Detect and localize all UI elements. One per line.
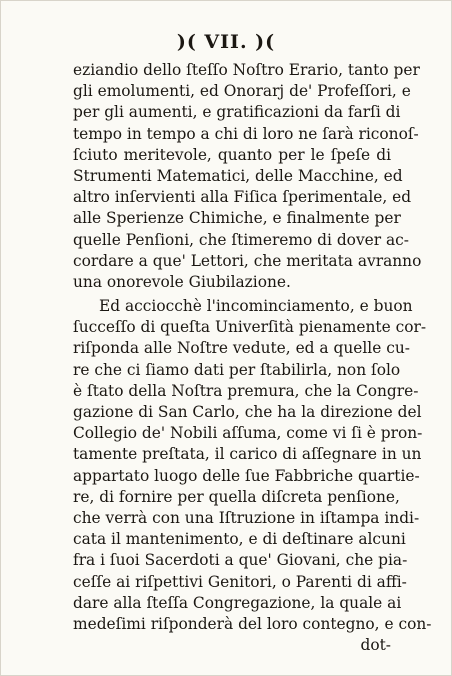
page-header: )( VII. )( <box>176 31 276 53</box>
text-line: eziandio dello ſteſſo Noſtro Erario, tanto per <box>73 61 420 79</box>
text-line: ſciuto meritevole, quanto per le ſpeſe di <box>73 145 391 164</box>
text-line: ceſſe ai riſpettivi Genitori, o Parenti di affi- <box>73 572 407 591</box>
body-text <box>73 60 432 656</box>
paragraph-2 <box>73 296 432 635</box>
text-line: ſucceſſo di queſta Univerſità pienamente cor- <box>73 318 427 337</box>
text-line: Ed acciocchè l'incominciamento, e buon <box>99 297 413 316</box>
text-line: cordare a que' Lettori, che meritata avranno <box>73 251 422 270</box>
text-line: dare alla ſteſſa Congregazione, la quale ai <box>73 593 402 612</box>
text-line: quelle Penſioni, che ſtimeremo di dover ac- <box>73 230 409 249</box>
text-line: re, di fornire per quella diſcreta penſione, <box>73 487 400 506</box>
text-line: gazione di San Carlo, che ha la direzione del <box>73 403 422 421</box>
text-line: alle Sperienze Chimiche, e finalmente per <box>73 209 401 228</box>
text-line: tempo in tempo a chi di loro ne ſarà riconoſ- <box>73 124 419 143</box>
text-line: per gli aumenti, e gratificazioni da farſi di <box>73 103 401 122</box>
text-line: cata il mantenimento, e di deſtinare alcuni <box>73 530 406 549</box>
paragraph-1 <box>73 60 422 293</box>
text-line: re che ci ſiamo dati per ſtabilirla, non ſolo <box>73 360 401 379</box>
text-line: Strumenti Matematici, delle Macchine, ed <box>73 166 403 185</box>
text-line: gli emolumenti, ed Onorarj de' Profeſſori, e <box>73 82 411 101</box>
text-line: medeſimi riſponderà del loro contegno, e con- <box>73 614 432 633</box>
catchword: dot- <box>360 636 391 655</box>
text-line: altro inſervienti alla Fiſica ſperimentale, ed <box>73 188 412 207</box>
text-line: fra i ſuoi Sacerdoti a que' Giovani, che pia- <box>73 551 408 570</box>
text-line: appartato luogo delle ſue Fabbriche quartie- <box>73 466 420 485</box>
text-line: una onorevole Giubilazione. <box>73 272 291 291</box>
text-line: Collegio de' Nobili aſſuma, come vi ſi è pron- <box>73 424 423 443</box>
text-line: che verrà con una Iſtruzione in iſtampa indi- <box>73 508 420 527</box>
text-line: è ſtato della Noſtra premura, che la Congre- <box>73 381 419 400</box>
text-line: riſponda alle Noſtre vedute, ed a quelle cu- <box>73 339 410 358</box>
text-line: tamente preſtata, il carico di aſſegnare in un <box>73 445 422 464</box>
